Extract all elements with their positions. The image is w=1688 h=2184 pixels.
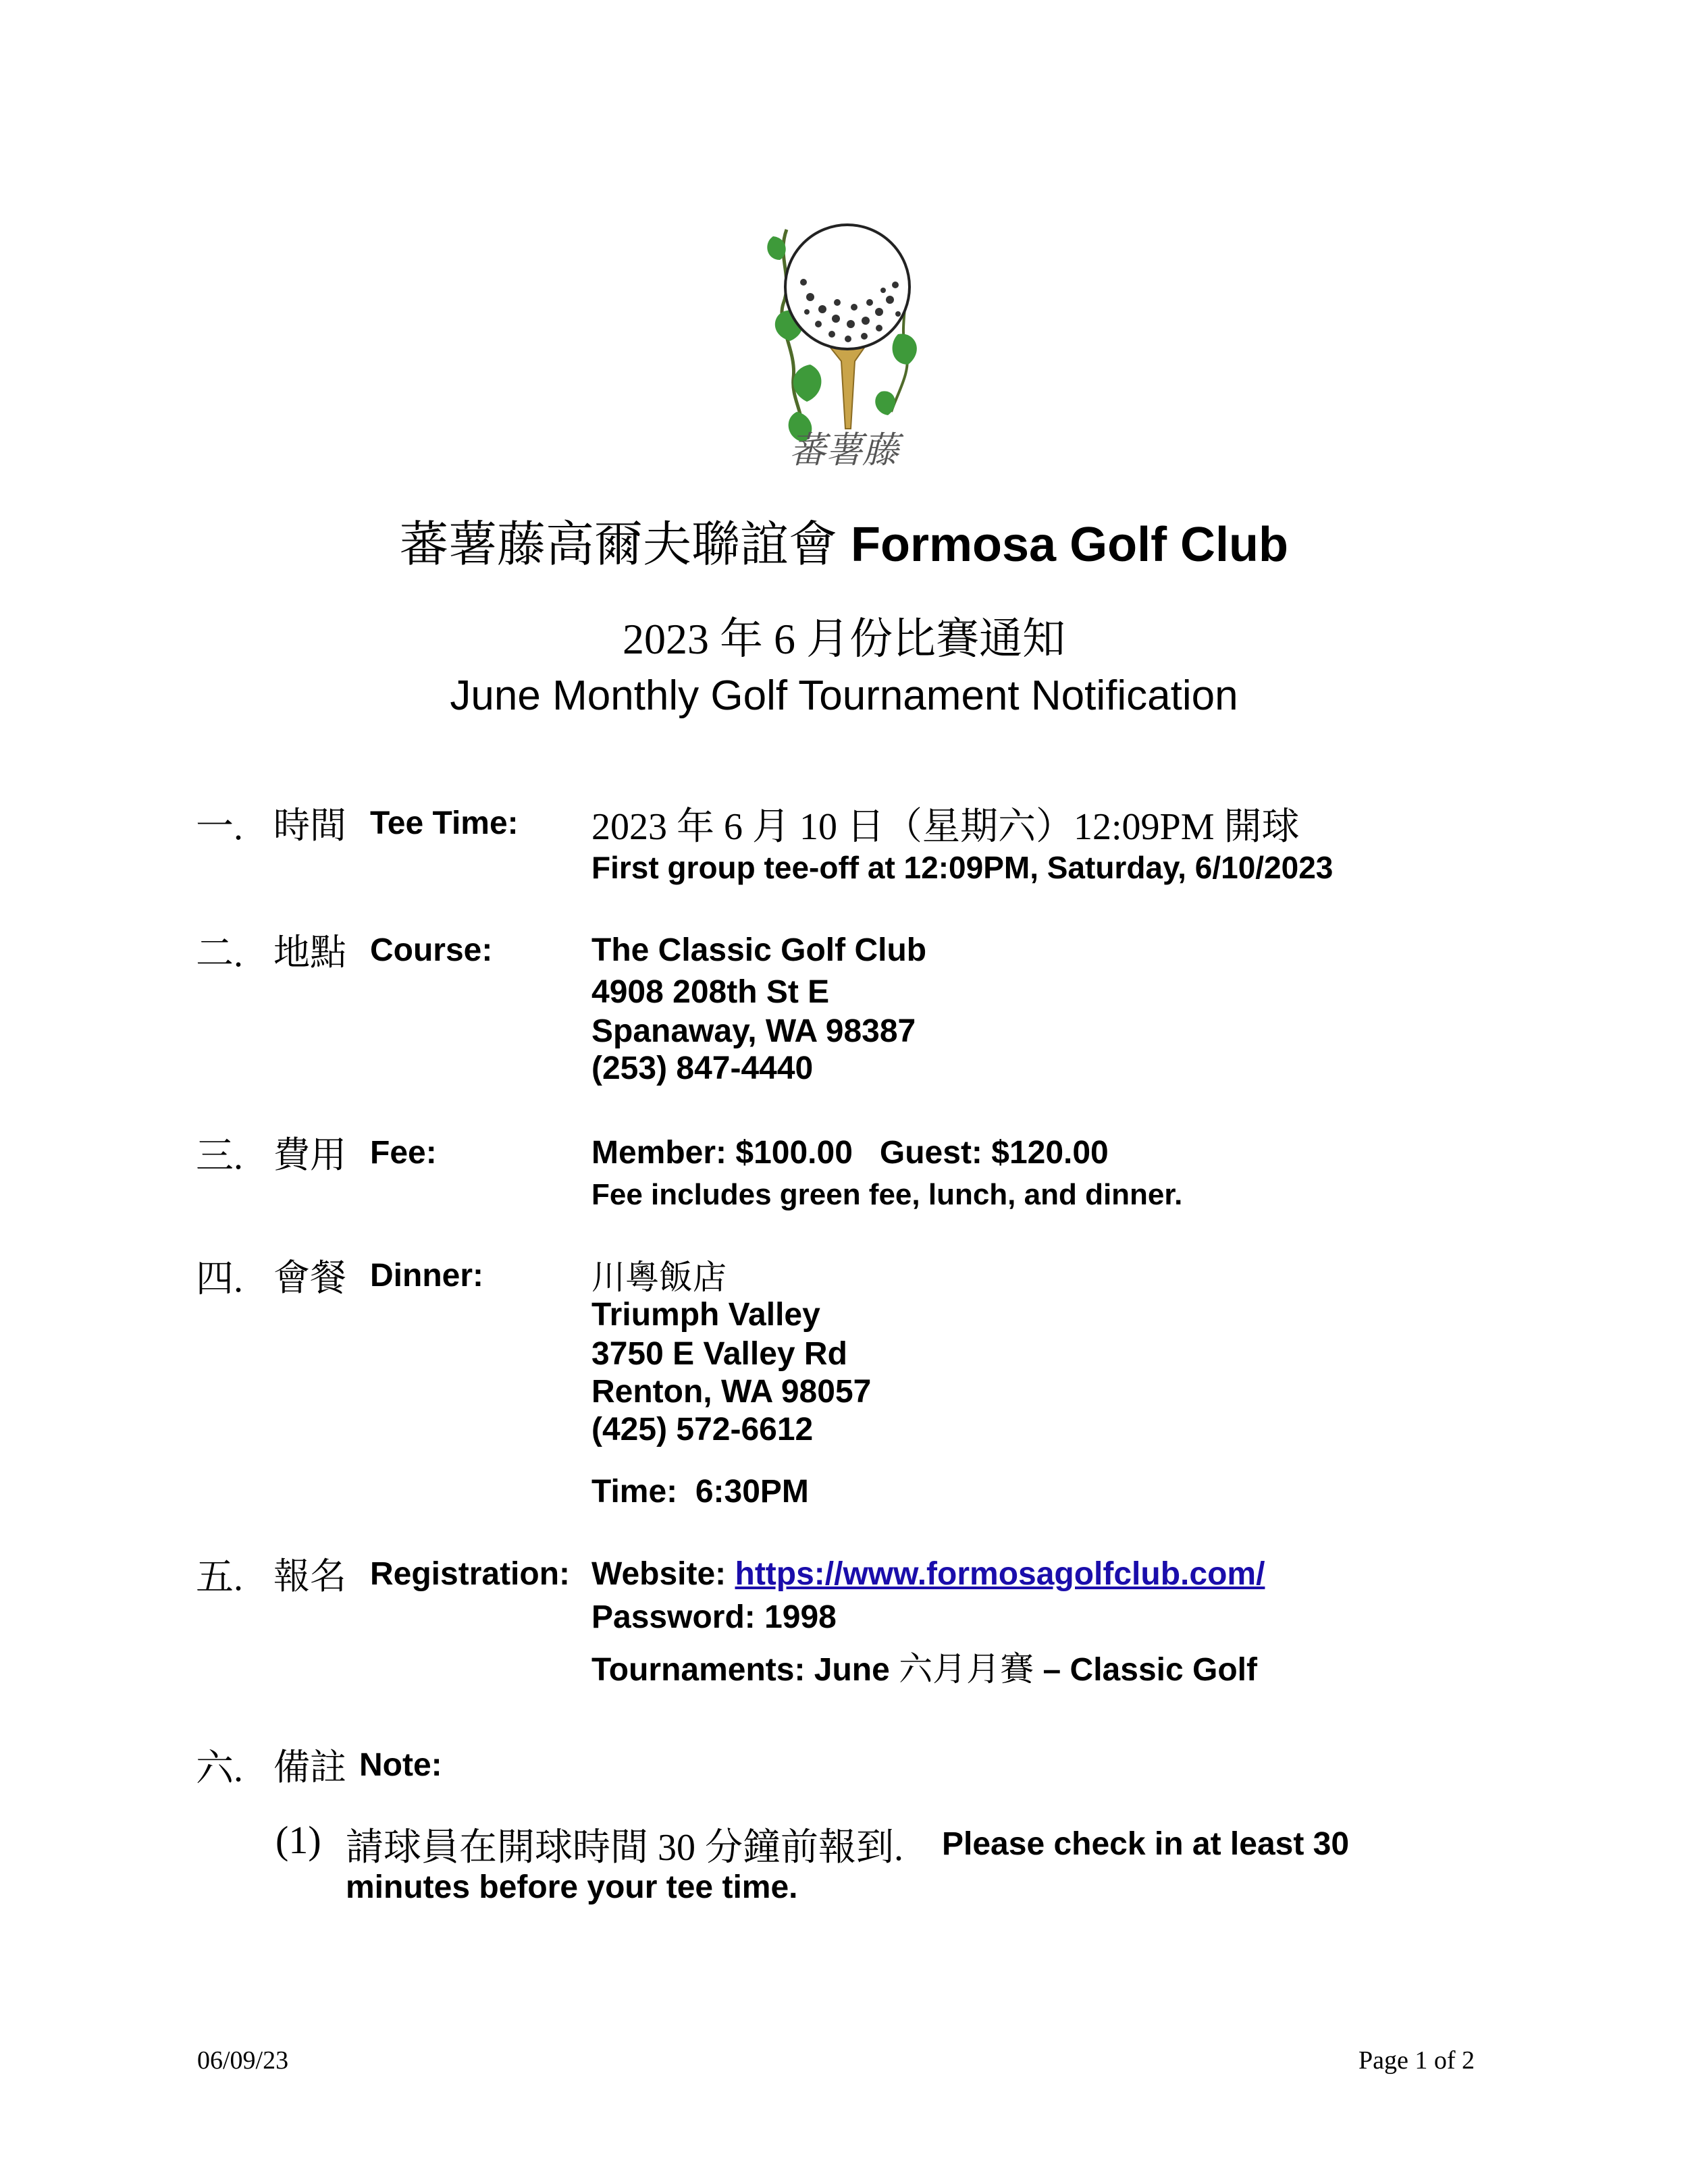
title-cjk: 蕃薯藤高爾夫聯誼會 xyxy=(399,518,837,572)
logo-caption: 蕃薯藤 xyxy=(789,430,899,471)
label-fee: Fee: xyxy=(370,1135,437,1171)
section-number-fee: 三. xyxy=(196,1136,243,1177)
footer-date: 06/09/23 xyxy=(197,2046,289,2075)
subtitle-en: June Monthly Golf Tournament Notification xyxy=(450,672,1238,719)
note-item-en: Please check in at least 30 xyxy=(942,1826,1350,1862)
footer-page-number: Page 1 of 2 xyxy=(1359,2046,1475,2075)
course-address-2: Spanaway, WA 98387 xyxy=(591,1013,916,1049)
subtitle-cjk: 2023 年 6 月份比賽通知 xyxy=(623,615,1065,663)
note-item-number: (1) xyxy=(275,1818,321,1862)
fee-amounts: Member: $100.00 Guest: $120.00 xyxy=(591,1135,1109,1171)
label-dinner: Dinner: xyxy=(370,1258,483,1294)
website-label: Website: xyxy=(591,1556,727,1592)
title-en: Formosa Golf Club xyxy=(851,518,1289,572)
label-cjk-fee: 費用 xyxy=(273,1135,346,1175)
tournaments-line xyxy=(591,1642,1257,1690)
label-note: Note: xyxy=(359,1747,442,1783)
course-address-1: 4908 208th St E xyxy=(591,974,830,1010)
tee-time-cjk: 2023 年 6 月 10 日（星期六）12:09PM 開球 xyxy=(591,806,1300,848)
label-course: Course: xyxy=(370,932,493,968)
note-item-en-continued: minutes before your tee time. xyxy=(346,1869,798,1905)
page-title xyxy=(0,505,1688,575)
section-number-registration: 五. xyxy=(196,1557,243,1599)
restaurant-name: Triumph Valley xyxy=(591,1297,820,1333)
section-number-course: 二. xyxy=(196,933,243,975)
restaurant-address-1: 3750 E Valley Rd xyxy=(591,1336,847,1372)
dinner-time: Time: 6:30PM xyxy=(591,1474,809,1510)
label-registration: Registration: xyxy=(370,1556,571,1592)
label-cjk-tee-time: 時間 xyxy=(273,805,346,846)
section-number-tee-time: 一. xyxy=(196,806,243,848)
club-logo xyxy=(729,196,959,479)
tournaments-suffix: – Classic Golf xyxy=(1043,1652,1257,1688)
note-item-cjk: 請球員在開球時間 30 分鐘前報到. xyxy=(346,1827,903,1869)
course-name: The Classic Golf Club xyxy=(591,932,927,968)
restaurant-cjk: 川粵飯店 xyxy=(591,1258,727,1296)
website-line xyxy=(591,1555,1265,1593)
restaurant-address-2: Renton, WA 98057 xyxy=(591,1374,872,1410)
restaurant-phone: (425) 572-6612 xyxy=(591,1412,814,1447)
label-cjk-course: 地點 xyxy=(273,932,346,973)
tee-time-en: First group tee-off at 12:09PM, Saturday, 6/10/2023 xyxy=(591,850,1334,885)
section-number-note: 六. xyxy=(196,1748,243,1790)
label-tee-time: Tee Time: xyxy=(370,805,519,841)
fee-includes: Fee includes green fee, lunch, and dinner. xyxy=(591,1178,1183,1211)
tournaments-cjk: 六月月賽 xyxy=(899,1650,1034,1688)
label-cjk-registration: 報名 xyxy=(273,1556,346,1597)
label-cjk-note: 備註 xyxy=(273,1747,346,1788)
label-cjk-dinner: 會餐 xyxy=(273,1258,346,1298)
golf-ball-on-tee-with-vine-icon xyxy=(729,196,959,479)
section-number-dinner: 四. xyxy=(196,1258,243,1300)
course-phone: (253) 847-4440 xyxy=(591,1050,814,1086)
website-link[interactable]: https://www.formosagolfclub.com/ xyxy=(735,1556,1265,1592)
registration-password: Password: 1998 xyxy=(591,1599,837,1635)
tournaments-label: Tournaments: June xyxy=(591,1652,890,1688)
